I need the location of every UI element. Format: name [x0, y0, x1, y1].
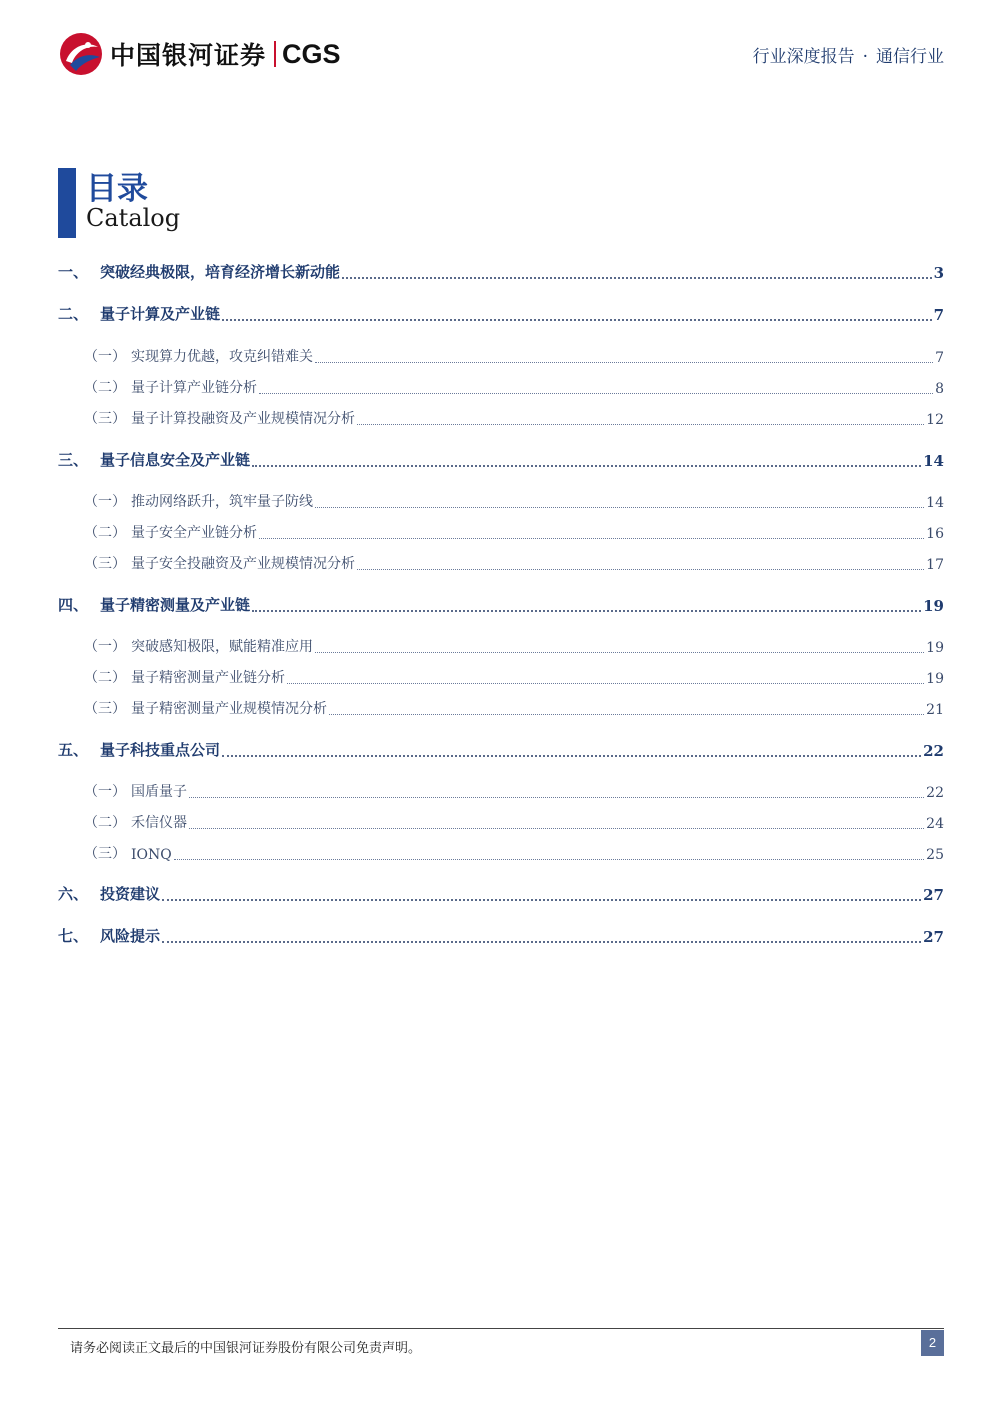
toc-subsection-entry[interactable] — [58, 404, 944, 428]
toc-entry-number: （一） — [84, 784, 126, 800]
toc-entry-number: （二） — [84, 670, 126, 686]
report-type: 行业深度报告 — [752, 47, 855, 67]
toc-dot-leader — [342, 261, 932, 279]
toc-section-entry[interactable] — [58, 300, 944, 324]
toc-subsection-entry[interactable] — [58, 663, 944, 687]
toc-subsection-entry[interactable] — [58, 694, 944, 718]
toc-entry-page: 27 — [923, 928, 944, 946]
logo-chinese-name: 中国银河证券 — [110, 41, 267, 70]
toc-entry-number: （二） — [84, 380, 126, 396]
toc-subsection-entry[interactable] — [58, 487, 944, 511]
toc-entry-number: 七、 — [58, 927, 89, 945]
page-number: 2 — [921, 1330, 944, 1356]
toc-entry-number: （二） — [84, 525, 126, 541]
footer-divider — [58, 1328, 944, 1329]
toc-entry-number: 二、 — [58, 305, 89, 323]
toc-entry-title: 突破经典极限，培育经济增长新动能 — [100, 263, 341, 281]
toc-entry-page: 3 — [933, 264, 944, 282]
toc-entry-page: 22 — [923, 742, 944, 760]
toc-entry-title: 量子计算投融资及产业规模情况分析 — [131, 411, 355, 427]
toc-entry-number: （二） — [84, 815, 126, 831]
catalog-title-en: Catalog — [86, 204, 181, 232]
toc-entry-page: 21 — [926, 702, 944, 718]
toc-entry-page: 17 — [926, 557, 944, 573]
toc-dot-leader — [287, 667, 924, 684]
toc-dot-leader — [222, 739, 921, 757]
toc-section-entry[interactable] — [58, 880, 944, 904]
toc-dot-leader — [357, 553, 924, 570]
toc-entry-title: 量子安全投融资及产业规模情况分析 — [131, 556, 355, 572]
toc-dot-leader — [162, 925, 921, 943]
toc-entry-title: 量子安全产业链分析 — [131, 525, 257, 541]
toc-entry-title: IONQ — [131, 847, 172, 863]
report-category — [753, 42, 944, 67]
toc-entry-title: 量子科技重点公司 — [100, 741, 221, 759]
toc-entry-title: 突破感知极限，赋能精准应用 — [131, 639, 313, 655]
toc-entry-page: 22 — [926, 785, 944, 801]
toc-entry-number: （一） — [84, 639, 126, 655]
toc-entry-title: 风险提示 — [100, 927, 161, 945]
toc-entry-title: 量子信息安全及产业链 — [100, 451, 251, 469]
toc-subsection-entry[interactable] — [58, 632, 944, 656]
toc-entry-number: 六、 — [58, 885, 89, 903]
toc-entry-number: （三） — [84, 701, 126, 717]
toc-entry-title: 国盾量子 — [131, 784, 187, 800]
toc-subsection-entry[interactable] — [58, 518, 944, 542]
toc-entry-page: 14 — [923, 452, 944, 470]
toc-entry-number: （三） — [84, 411, 126, 427]
toc-dot-leader — [259, 522, 924, 539]
toc-dot-leader — [315, 491, 924, 508]
toc-entry-number: （一） — [84, 494, 126, 510]
toc-dot-leader — [259, 377, 933, 394]
toc-subsection-entry[interactable] — [58, 342, 944, 366]
toc-entry-page: 14 — [926, 495, 944, 511]
toc-dot-leader — [315, 636, 924, 653]
title-accent-bar — [58, 168, 76, 238]
toc-entry-page: 7 — [933, 306, 944, 324]
toc-dot-leader — [252, 449, 921, 467]
footer-disclaimer: 请务必阅读正文最后的中国银河证券股份有限公司免责声明。 — [70, 1341, 422, 1356]
toc-section-entry[interactable] — [58, 922, 944, 946]
toc-subsection-entry[interactable] — [58, 777, 944, 801]
toc-entry-page: 8 — [935, 381, 944, 397]
toc-entry-number: 一、 — [58, 263, 89, 281]
toc-entry-title: 实现算力优越，攻克纠错难关 — [131, 349, 313, 365]
toc-entry-title: 量子计算产业链分析 — [131, 380, 257, 396]
toc-entry-page: 19 — [923, 597, 944, 615]
logo-separator — [274, 41, 276, 67]
toc-entry-page: 25 — [926, 847, 944, 863]
toc-dot-leader — [174, 843, 924, 860]
toc-entry-title: 量子精密测量及产业链 — [100, 596, 251, 614]
toc-entry-title: 禾信仪器 — [131, 815, 187, 831]
toc-entry-page: 19 — [926, 640, 944, 656]
toc-entry-number: 五、 — [58, 741, 89, 759]
toc-subsection-entry[interactable] — [58, 839, 944, 863]
toc-entry-page: 24 — [926, 816, 944, 832]
toc-dot-leader — [189, 781, 924, 798]
toc-entry-page: 27 — [923, 886, 944, 904]
toc-entry-number: （三） — [84, 556, 126, 572]
toc-dot-leader — [329, 698, 924, 715]
toc-entry-page: 16 — [926, 526, 944, 542]
toc-entry-number: （三） — [84, 846, 126, 862]
toc-entry-title: 推动网络跃升，筑牢量子防线 — [131, 494, 313, 510]
toc-subsection-entry[interactable] — [58, 549, 944, 573]
toc-section-entry[interactable] — [58, 736, 944, 760]
toc-entry-page: 19 — [926, 671, 944, 687]
logo-english-name: CGS — [282, 38, 341, 69]
toc-dot-leader — [189, 812, 924, 829]
toc-entry-page: 7 — [935, 350, 944, 366]
toc-subsection-entry[interactable] — [58, 808, 944, 832]
toc-entry-title: 量子精密测量产业规模情况分析 — [131, 701, 327, 717]
toc-entry-title: 投资建议 — [100, 885, 161, 903]
page-header — [0, 0, 992, 90]
toc-entry-title: 量子计算及产业链 — [100, 305, 221, 323]
catalog-title-cn: 目录 — [86, 171, 148, 207]
header-separator: · — [862, 47, 868, 67]
galaxy-logo-icon — [58, 31, 104, 77]
toc-dot-leader — [357, 408, 924, 425]
industry-name: 通信行业 — [876, 47, 944, 67]
toc-dot-leader — [315, 346, 933, 363]
toc-dot-leader — [252, 594, 921, 612]
toc-entry-number: （一） — [84, 349, 126, 365]
toc-section-entry[interactable] — [58, 258, 944, 282]
toc-section-entry[interactable] — [58, 591, 944, 615]
toc-dot-leader — [222, 303, 932, 321]
toc-entry-number: 三、 — [58, 451, 89, 469]
toc-dot-leader — [162, 883, 921, 901]
company-logo — [58, 30, 358, 78]
toc-subsection-entry[interactable] — [58, 373, 944, 397]
toc-entry-page: 12 — [926, 412, 944, 428]
toc-section-entry[interactable] — [58, 446, 944, 470]
toc-entry-number: 四、 — [58, 596, 89, 614]
toc-entry-title: 量子精密测量产业链分析 — [131, 670, 285, 686]
